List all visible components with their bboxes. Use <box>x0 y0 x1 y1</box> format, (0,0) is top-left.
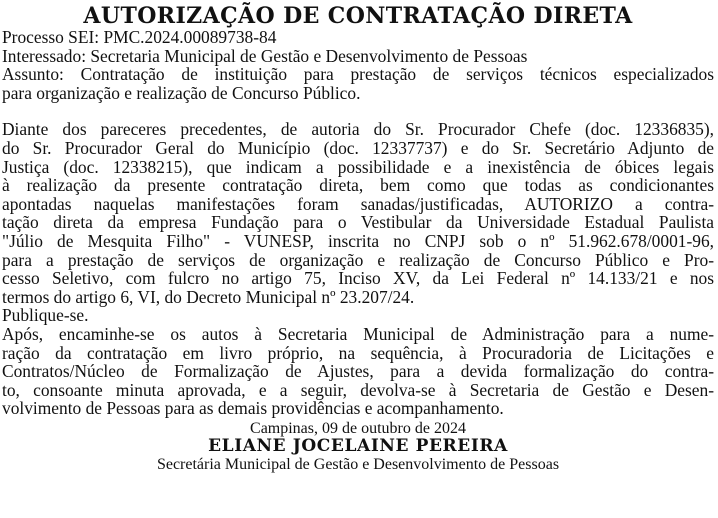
paragraph-line: Após, encaminhe-se os autos à Secretaria Municipal de Administração para a nume- <box>2 323 714 344</box>
forwarding-paragraph <box>2 325 714 418</box>
paragraph-line: à realização da presente contratação direta, bem como que todas as condicionantes <box>2 175 714 196</box>
paragraph-line: Contratos/Núcleo de Formalização de Ajustes, para a devida formalização do contra- <box>2 361 714 382</box>
paragraph-line: volvimento de Pessoas para as demais providências e acompanhamento. <box>2 398 504 419</box>
paragraph-line: ração da contratação em livro próprio, na sequência, à Procuradoria de Licitações e <box>2 342 714 363</box>
paragraph-line: Justiça (doc. 12338215), que indicam a possibilidade e a inexistência de óbices legais <box>2 156 714 177</box>
assunto-line: Assunto: Contratação de instituição para prestação de serviços técnicos especializados <box>2 64 714 85</box>
paragraph-line: do Sr. Procurador Geral do Município (doc. 12337737) e do Sr. Secretário Adjunto de <box>2 137 714 158</box>
authorization-paragraph <box>2 120 714 306</box>
interessado-line: Interessado: Secretaria Municipal de Gestão e Desenvolvimento de Pessoas <box>2 45 528 66</box>
signer-role: Secretária Municipal de Gestão e Desenvolvimento de Pessoas <box>156 455 560 473</box>
paragraph-line: apontadas naquelas manifestações foram sanadas/justificadas, AUTORIZO a contra- <box>2 193 714 214</box>
processo-line: Processo SEI: PMC.2024.00089738-84 <box>2 27 277 47</box>
paragraph-line: termos do artigo 6, VI, do Decreto Municipal nº 23.207/24. <box>2 286 415 307</box>
paragraph-line: tação direta da empresa Fundação para o Vestibular da Universidade Estadual Paulista <box>2 212 714 233</box>
assunto-line: para organização e realização de Concurso Público. <box>2 82 361 103</box>
assunto-block <box>2 65 714 102</box>
paragraph-line: cesso Seletivo, com fulcro no artigo 75, Inciso XV, da Lei Federal nº 14.133/21 e nos <box>2 268 714 289</box>
signer-name: ELIANE JOCELAINE PEREIRA <box>208 435 508 456</box>
document-date: Campinas, 09 de outubro de 2024 <box>250 419 466 437</box>
publique-line: Publique-se. <box>2 305 89 326</box>
paragraph-line: Diante dos pareceres precedentes, de autoria do Sr. Procurador Chefe (doc. 12336835), <box>2 119 714 140</box>
paragraph-line: "Júlio de Mesquita Filho" - VUNESP, inscrita no CNPJ sob o nº 51.962.678/0001-96, <box>2 230 714 251</box>
paragraph-line: para a prestação de serviços de organização e realização de Concurso Público e Pro- <box>2 249 714 270</box>
paragraph-line: to, consoante minuta aprovada, e a seguir, devolva-se à Secretaria de Gestão e Desen- <box>2 379 714 400</box>
paragraph-gap <box>2 102 714 120</box>
document-title: AUTORIZAÇÃO DE CONTRATAÇÃO DIRETA <box>83 3 633 29</box>
